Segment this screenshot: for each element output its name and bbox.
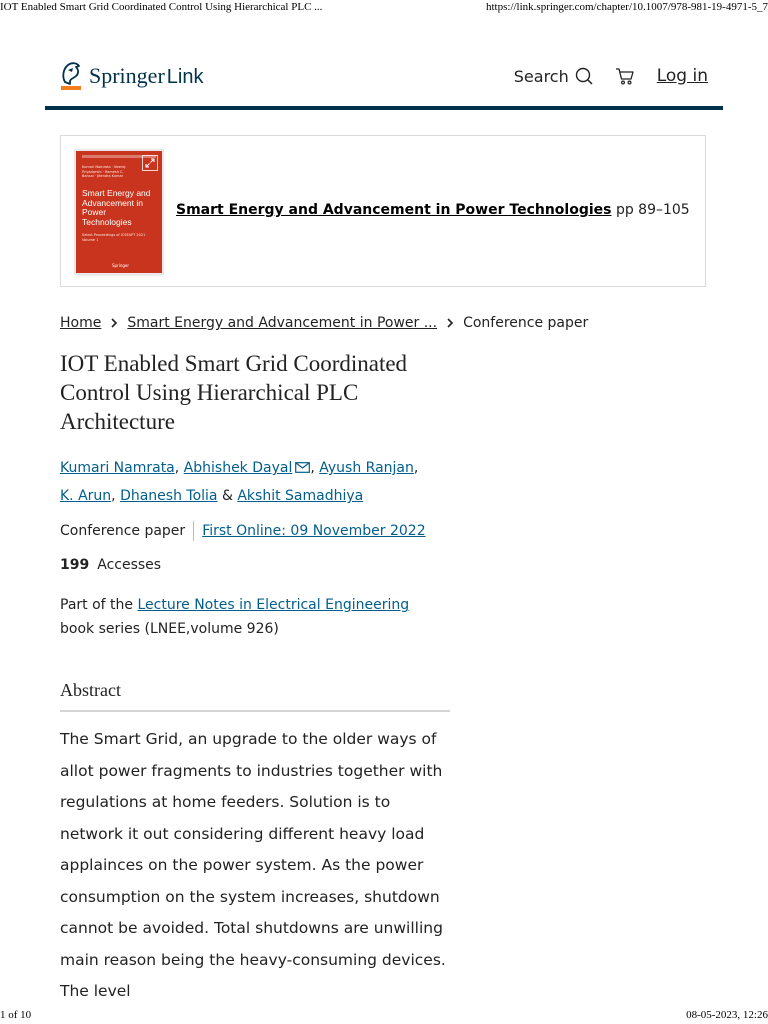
book-cover[interactable] (76, 151, 162, 273)
book-card (60, 135, 706, 287)
book-title-link[interactable]: Smart Energy and Advancement in Power Technologies (176, 202, 612, 218)
first-online-link[interactable]: First Online: 09 November 2022 (202, 523, 426, 539)
article-type: Conference paper (60, 523, 186, 539)
book-info (176, 202, 690, 218)
cover-publisher: Springer (112, 263, 130, 268)
chevron-right-icon (110, 317, 118, 329)
cart-icon (615, 67, 635, 85)
breadcrumb-current: Conference paper (463, 315, 589, 331)
logo-link-text: Link (166, 66, 204, 88)
logo-wordmark (89, 63, 203, 89)
print-footer (0, 1008, 768, 1024)
series-suffix: book series (LNEE,volume 926) (60, 621, 279, 637)
header-actions (514, 66, 708, 86)
book-series-info (60, 593, 445, 641)
breadcrumb-home[interactable]: Home (60, 315, 102, 331)
print-page-number: 1 of 10 (0, 1009, 32, 1021)
accesses-label: Accesses (97, 557, 162, 573)
email-icon[interactable] (295, 456, 310, 483)
cover-title: Smart Energy and Advancement in Power Technologies (82, 188, 151, 227)
abstract-heading: Abstract (60, 680, 450, 712)
expand-cover-button[interactable] (142, 155, 158, 171)
search-label: Search (513, 66, 569, 86)
author-link[interactable]: Ayush Ranjan (319, 460, 414, 476)
breadcrumb-book[interactable]: Smart Energy and Advancement in Power ... (127, 315, 438, 331)
cover-subtitle: Select Proceedings of ICSEAPT 2021 Volume 1 (82, 233, 146, 242)
search-button[interactable] (514, 67, 593, 86)
print-datetime: 08-05-2023, 12:26 (686, 1009, 768, 1021)
author-link[interactable]: Dhanesh Tolia (120, 488, 218, 504)
author-link[interactable]: K. Arun (60, 488, 112, 504)
article-meta (60, 521, 426, 541)
cover-editors: Kumari Namrata · Neeraj Priyadarshi · Ramesh C. Bansal · Jitendra Kumar (82, 165, 126, 178)
login-link[interactable]: Log in (656, 66, 708, 86)
print-header (0, 0, 768, 18)
breadcrumb (60, 315, 588, 331)
cart-button[interactable] (615, 67, 635, 85)
series-link[interactable]: Lecture Notes in Electrical Engineering (137, 597, 410, 613)
author-link[interactable]: Akshit Samadhiya (237, 488, 364, 504)
springer-horse-icon (59, 60, 85, 92)
print-page-title: IOT Enabled Smart Grid Coordinated Control Using Hierarchical PLC ... (0, 1, 323, 13)
accesses-metric (60, 557, 161, 573)
series-prefix: Part of the (60, 597, 134, 613)
chevron-right-icon (446, 317, 454, 329)
author-link[interactable]: Kumari Namrata (60, 460, 175, 476)
expand-icon (145, 158, 155, 168)
meta-divider (193, 521, 194, 541)
book-pages: pp 89–105 (615, 202, 690, 218)
logo-springer-text: Springer (89, 63, 165, 88)
author-link[interactable]: Abhishek Dayal (183, 460, 293, 476)
accesses-count: 199 (60, 557, 90, 573)
springer-link-logo[interactable] (59, 60, 203, 92)
page-title: IOT Enabled Smart Grid Coordinated Control Using Hierarchical PLC Architecture (60, 351, 408, 434)
search-icon (575, 67, 593, 85)
site-header (45, 54, 723, 110)
print-url: https://link.springer.com/chapter/10.1007/978-981-19-4971-5_7 (486, 1, 768, 13)
author-list: Kumari Namrata, Abhishek Dayal , Ayush Ranjan, K. Arun, Dhanesh Tolia & Akshit Samadhiya (60, 455, 430, 510)
abstract-text: The Smart Grid, an upgrade to the older ways of allot power fragments to industries together with regulations at home feeders. Solution is to network it out considering different heavy load applainces on the power system. As the power consumption on the system increases, shutdown cannot be avoided. Total shutdowns are unwilling main reason being the heavy-consuming devices. The level (60, 730, 446, 1000)
